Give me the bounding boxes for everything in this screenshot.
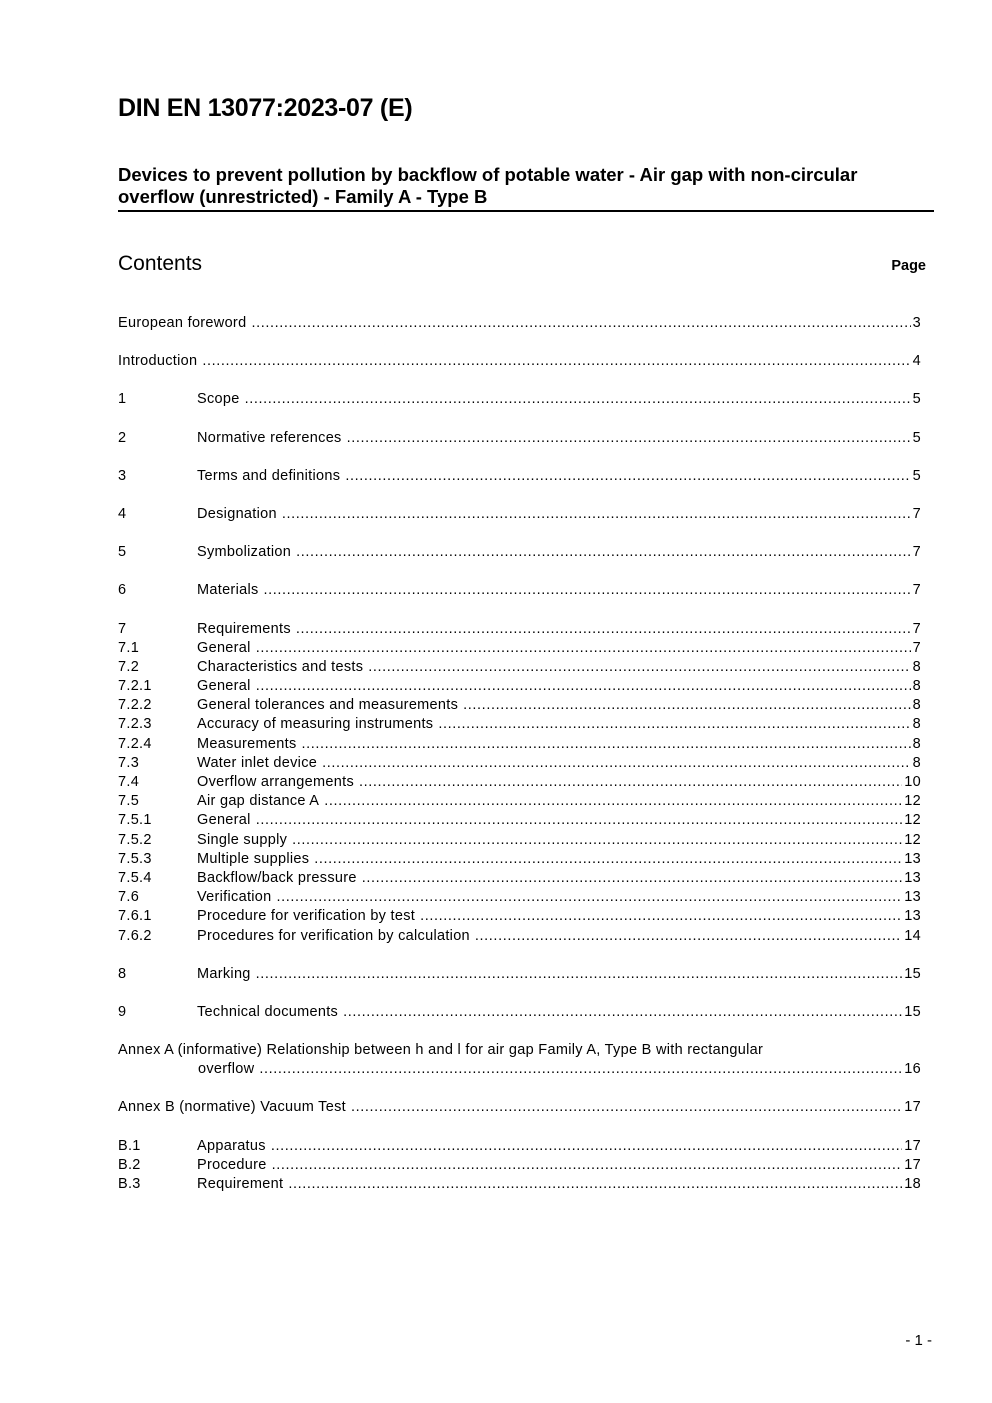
- toc-entry-label: General: [197, 639, 251, 656]
- toc-entry-page: 13: [904, 889, 921, 906]
- toc-entry-page: 8: [912, 658, 921, 675]
- toc-leader-dots: [475, 928, 902, 944]
- toc-leader-dots: [438, 716, 910, 732]
- toc-entry-number: 7.5.1: [118, 812, 152, 829]
- toc-entry-label: Scope: [197, 391, 240, 408]
- toc-entry-7-5-2[interactable]: [118, 832, 921, 851]
- toc-entry-page: 10: [904, 774, 921, 790]
- toc-entry-number: 7.6.1: [118, 908, 152, 925]
- toc-entry-label: Procedures for verification by calculation: [197, 927, 470, 944]
- toc-entry-label: Backflow/back pressure: [197, 869, 357, 886]
- toc-entry-page: 15: [904, 1003, 921, 1020]
- toc-leader-dots: [288, 1176, 902, 1192]
- toc-entry-label: Normative references: [197, 429, 342, 446]
- toc-entry-page: 17: [904, 1099, 921, 1116]
- toc-entry-label: Annex A (informative) Relationship between h and l for air gap Family A, Type B with rectangular: [118, 1042, 764, 1059]
- toc-leader-dots: [302, 736, 911, 752]
- page-column-heading: Page: [891, 258, 926, 274]
- toc-entry-label: Requirements: [197, 620, 291, 637]
- toc-entry-7-6[interactable]: [118, 889, 921, 908]
- contents-heading: Contents: [118, 252, 203, 275]
- toc-entry-number: 7.2.3: [118, 716, 152, 733]
- toc-entry-page: 8: [912, 697, 921, 714]
- toc-entry-page: 13: [904, 869, 921, 886]
- toc-entry-label: Single supply: [197, 831, 288, 848]
- document-title: Devices to prevent pollution by backflow of potable water - Air gap with non-circular overflow (unrestricted) - Family A - Type B: [118, 164, 858, 207]
- toc-entry-page: 7: [912, 639, 921, 656]
- toc-entry-label: Annex B (normative) Vacuum Test: [118, 1099, 346, 1116]
- toc-entry-number: 7: [118, 620, 127, 637]
- toc-entry-label: Verification: [197, 889, 272, 906]
- toc-entry-page: 8: [912, 735, 921, 752]
- toc-leader-dots: [324, 793, 902, 809]
- toc-entry-label: General: [197, 812, 251, 829]
- toc-entry-7-1[interactable]: [118, 640, 921, 659]
- toc-entry-number: 7.5.2: [118, 831, 152, 848]
- toc-entry-page: 16: [904, 1061, 921, 1078]
- toc-entry-number: 3: [118, 467, 127, 484]
- toc-entry-page: 12: [904, 831, 921, 848]
- toc-entry-number: 7.2.4: [118, 735, 152, 752]
- toc-entry-number: 9: [118, 1003, 127, 1020]
- toc-entry-7-4[interactable]: [118, 774, 921, 793]
- toc-leader-dots: [282, 506, 911, 522]
- toc-entry-7-5-3[interactable]: [118, 851, 921, 870]
- toc-entry-page: 12: [904, 812, 921, 829]
- toc-entry-9[interactable]: [118, 1004, 921, 1023]
- toc-entry-number: B.3: [118, 1176, 141, 1192]
- toc-entry-foreword[interactable]: [118, 315, 921, 334]
- toc-entry-label: Accuracy of measuring instruments: [197, 716, 434, 733]
- toc-entry-label-continued: overflow: [198, 1061, 255, 1078]
- toc-leader-dots: [347, 430, 911, 446]
- toc-entry-label: Requirement: [197, 1176, 284, 1192]
- toc-entry-label: General: [197, 678, 251, 695]
- toc-entry-7-6-1[interactable]: [118, 908, 921, 927]
- toc-entry-page: 5: [912, 467, 921, 484]
- toc-entry-3[interactable]: [118, 468, 921, 487]
- toc-entry-label: European foreword: [118, 315, 247, 331]
- toc-entry-label: Technical documents: [197, 1003, 339, 1020]
- document-id: DIN EN 13077:2023-07 (E): [118, 94, 413, 122]
- toc-leader-dots: [259, 1061, 902, 1077]
- toc-leader-dots: [256, 966, 903, 982]
- toc-entry-label: Characteristics and tests: [197, 658, 364, 675]
- toc-leader-dots: [256, 640, 911, 656]
- toc-entry-number: 7.4: [118, 774, 140, 790]
- toc-leader-dots: [420, 908, 902, 924]
- toc-entry-continuation: [118, 1061, 921, 1080]
- toc-entry-4[interactable]: [118, 506, 921, 525]
- toc-entry-page: 7: [912, 582, 921, 599]
- toc-leader-dots: [314, 851, 902, 867]
- toc-entry-number: 2: [118, 429, 127, 446]
- toc-entry-number: 7.5.4: [118, 869, 152, 886]
- toc-entry-2[interactable]: [118, 430, 921, 449]
- toc-leader-dots: [296, 544, 910, 560]
- toc-entry-number: B.1: [118, 1137, 141, 1154]
- toc-entry-label: Multiple supplies: [197, 850, 310, 867]
- toc-entry-annex-b[interactable]: [118, 1099, 921, 1118]
- toc-entry-6[interactable]: [118, 582, 921, 601]
- toc-leader-dots: [245, 391, 911, 407]
- toc-entry-number: 1: [118, 391, 127, 408]
- toc-entry-7-2-1[interactable]: [118, 678, 921, 697]
- toc-entry-7-6-2[interactable]: [118, 928, 921, 947]
- toc-entry-number: 7.5.3: [118, 850, 152, 867]
- toc-entry-number: B.2: [118, 1156, 141, 1173]
- toc-entry-number: 5: [118, 544, 127, 561]
- toc-leader-dots: [202, 353, 910, 369]
- toc-entry-7-2-2[interactable]: [118, 697, 921, 716]
- toc-leader-dots: [256, 678, 911, 694]
- table-of-contents: [118, 315, 921, 1195]
- toc-entry-number: 7.3: [118, 754, 140, 771]
- toc-entry-7-5-1[interactable]: [118, 812, 921, 831]
- toc-leader-dots: [264, 582, 911, 598]
- toc-entry-label: Marking: [197, 965, 251, 982]
- title-rule: [118, 210, 934, 212]
- toc-entry-label: Designation: [197, 505, 277, 522]
- toc-entry-page: 8: [912, 678, 921, 695]
- toc-entry-number: 7.6.2: [118, 927, 152, 944]
- toc-leader-dots: [322, 755, 911, 771]
- toc-leader-dots: [277, 889, 903, 905]
- toc-leader-dots: [271, 1138, 902, 1154]
- toc-leader-dots: [359, 774, 902, 790]
- toc-entry-label: Introduction: [118, 353, 198, 370]
- toc-entry-label: Procedure: [197, 1156, 267, 1173]
- toc-entry-page: 5: [912, 429, 921, 446]
- toc-entry-8[interactable]: [118, 966, 921, 985]
- toc-leader-dots: [362, 870, 903, 886]
- footer-page-number: - 1 -: [905, 1332, 932, 1349]
- toc-entry-number: 6: [118, 582, 127, 599]
- toc-entry-5[interactable]: [118, 544, 921, 563]
- toc-entry-number: 8: [118, 965, 127, 982]
- toc-entry-page: 15: [904, 965, 921, 982]
- toc-leader-dots: [463, 697, 910, 713]
- toc-entry-number: 7.1: [118, 639, 140, 656]
- toc-entry-label: Materials: [197, 582, 259, 599]
- toc-entry-page: 8: [912, 716, 921, 733]
- toc-entry-page: 4: [912, 353, 921, 370]
- toc-entry-page: 7: [912, 544, 921, 561]
- toc-entry-page: 14: [904, 927, 921, 944]
- toc-entry-page: 3: [912, 315, 921, 331]
- toc-leader-dots: [296, 621, 911, 637]
- toc-leader-dots: [272, 1157, 903, 1173]
- toc-entry-page: 17: [904, 1137, 921, 1154]
- toc-entry-label: General tolerances and measurements: [197, 697, 459, 714]
- toc-entry-7-3[interactable]: [118, 755, 921, 774]
- toc-entry-page: 12: [904, 793, 921, 810]
- toc-entry-label: Air gap distance A: [197, 793, 320, 810]
- toc-entry-label: Water inlet device: [197, 754, 318, 771]
- toc-entry-page: 18: [904, 1176, 921, 1192]
- toc-entry-page: 5: [912, 391, 921, 408]
- toc-entry-1[interactable]: [118, 391, 921, 410]
- toc-entry-page: 13: [904, 850, 921, 867]
- toc-entry-label: Measurements: [197, 735, 297, 752]
- toc-entry-label: Apparatus: [197, 1137, 266, 1154]
- toc-entry-b-3[interactable]: [118, 1176, 921, 1195]
- toc-entry-label: Terms and definitions: [197, 467, 341, 484]
- toc-entry-7-5-4[interactable]: [118, 870, 921, 889]
- toc-entry-number: 7.2.1: [118, 678, 152, 695]
- toc-entry-7-2-3[interactable]: [118, 716, 921, 735]
- toc-entry-annex-a[interactable]: [118, 1042, 921, 1080]
- toc-entry-label: Procedure for verification by test: [197, 908, 416, 925]
- toc-leader-dots: [292, 832, 902, 848]
- toc-entry-b-1[interactable]: [118, 1138, 921, 1157]
- toc-leader-dots: [368, 659, 910, 675]
- toc-entry-page: 17: [904, 1156, 921, 1173]
- toc-entry-number: 7.2.2: [118, 697, 152, 714]
- toc-entry-page: 13: [904, 908, 921, 925]
- toc-entry-7-2-4[interactable]: [118, 736, 921, 755]
- toc-entry-page: 7: [912, 505, 921, 522]
- toc-leader-dots: [351, 1099, 902, 1115]
- toc-leader-dots: [343, 1004, 902, 1020]
- toc-entry-number: 7.2: [118, 658, 140, 675]
- toc-entry-number: 7.6: [118, 889, 140, 906]
- toc-leader-dots: [256, 812, 903, 828]
- toc-leader-dots: [251, 315, 910, 331]
- toc-entry-7-2[interactable]: [118, 659, 921, 678]
- toc-entry-number: 7.5: [118, 793, 140, 810]
- toc-entry-7[interactable]: [118, 621, 921, 640]
- toc-entry-7-5[interactable]: [118, 793, 921, 812]
- toc-entry-page: 7: [912, 620, 921, 637]
- toc-leader-dots: [345, 468, 910, 484]
- toc-entry-page: 8: [912, 754, 921, 771]
- toc-entry-label: Overflow arrangements: [197, 774, 354, 790]
- toc-entry-label: Symbolization: [197, 544, 292, 561]
- toc-entry-number: 4: [118, 505, 127, 522]
- toc-entry-b-2[interactable]: [118, 1157, 921, 1176]
- toc-entry-introduction[interactable]: [118, 353, 921, 372]
